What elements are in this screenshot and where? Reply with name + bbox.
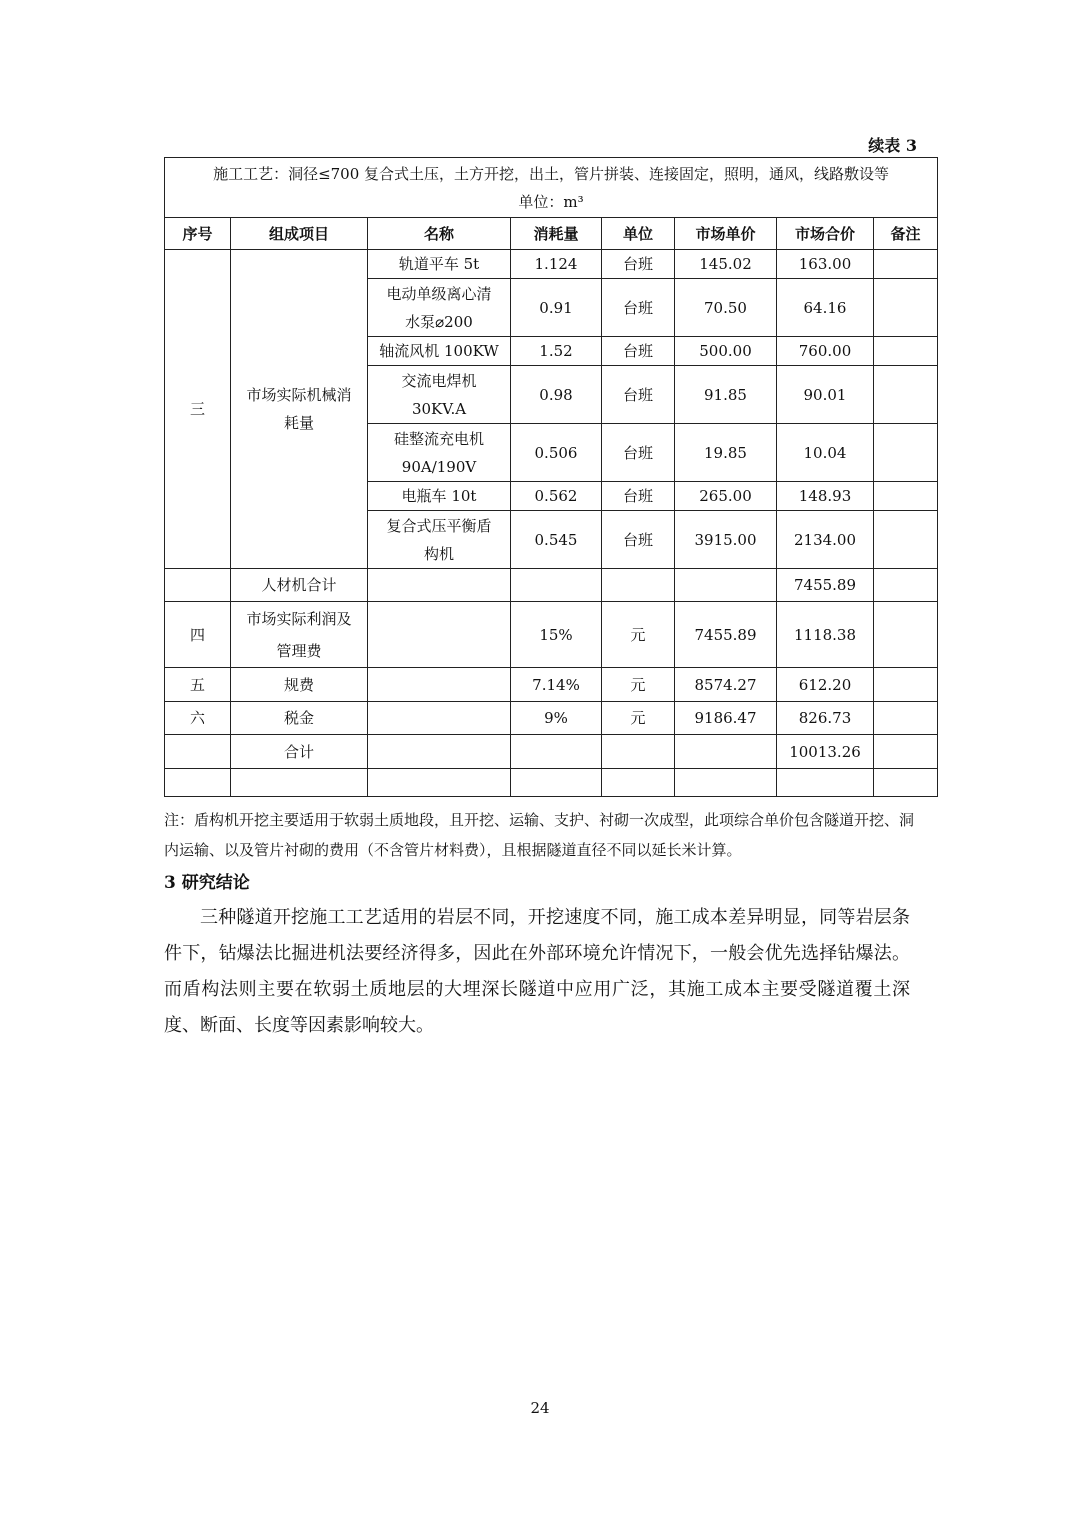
- table-caption: 续表 3: [868, 136, 917, 155]
- cell-price: [675, 569, 777, 602]
- cell-item: 税金: [231, 702, 368, 735]
- body-paragraph: 三种隧道开挖施工工艺适用的岩层不同，开挖速度不同，施工成本差异明显，同等岩层条件下，钻爆法比掘进机法要经济得多，因此在外部环境允许情况下，一般会优先选择钻爆法。而盾构法则主要在软弱土质地层的大埋深长隧道中应用广泛，其施工成本主要受隧道覆土深度、断面、长度等因素影响较大。: [164, 907, 910, 1036]
- cell-unit: [602, 569, 675, 602]
- cell-unit: 台班: [602, 279, 675, 337]
- cell-qty: [511, 569, 602, 602]
- cell-unit: [602, 735, 675, 769]
- empty-cell: [368, 769, 511, 797]
- cell-name: [368, 602, 511, 668]
- cell-remark: [874, 279, 938, 337]
- subtotal-row: [165, 569, 938, 602]
- cell-total: 826.73: [777, 702, 874, 735]
- cell-name: [368, 702, 511, 735]
- table-note: 注：盾构机开挖主要适用于软弱土质地段，且开挖、运输、支护、衬砌一次成型，此项综合单价包含隧道开挖、洞内运输、以及管片衬砌的费用（不含管片材料费），且根据隧道直径不同以延长米计算。: [164, 811, 915, 859]
- cell-total: 612.20: [777, 668, 874, 702]
- cell-remark: [874, 668, 938, 702]
- cell-qty: 0.98: [511, 366, 602, 424]
- cell-price: 8574.27: [675, 668, 777, 702]
- empty-cell: [231, 769, 368, 797]
- col-header: 备注: [874, 218, 938, 250]
- cell-name: 轨道平车 5t: [368, 250, 511, 279]
- cell-total: 10.04: [777, 424, 874, 482]
- cell-total: 10013.26: [777, 735, 874, 769]
- cell-price: 265.00: [675, 482, 777, 511]
- cell-remark: [874, 569, 938, 602]
- cell-qty: 1.124: [511, 250, 602, 279]
- cell-qty: 15%: [511, 602, 602, 668]
- cell-total: 148.93: [777, 482, 874, 511]
- cell-total: 64.16: [777, 279, 874, 337]
- cell-number: 六: [165, 702, 231, 735]
- unit-line: 单位：m³: [518, 192, 584, 211]
- table-row: [165, 250, 938, 279]
- empty-cell: [777, 769, 874, 797]
- cell-name: [368, 668, 511, 702]
- col-header: 组成项目: [231, 218, 368, 250]
- grand-total-row: [165, 735, 938, 769]
- col-header: 市场合价: [777, 218, 874, 250]
- cell-name: 复合式压平衡盾构机: [368, 511, 511, 569]
- cell-name: 轴流风机 100KW: [368, 337, 511, 366]
- cell-price: 91.85: [675, 366, 777, 424]
- cell-qty: 7.14%: [511, 668, 602, 702]
- group-number: 三: [165, 250, 231, 569]
- empty-cell: [874, 769, 938, 797]
- empty-cell: [602, 769, 675, 797]
- col-header: 单位: [602, 218, 675, 250]
- col-header: 市场单价: [675, 218, 777, 250]
- cell-item: 市场实际利润及管理费: [231, 602, 368, 668]
- cell-name: 硅整流充电机 90A/190V: [368, 424, 511, 482]
- cell-item: 人材机合计: [231, 569, 368, 602]
- fees-row: [165, 668, 938, 702]
- section-title: 3 研究结论: [164, 873, 250, 893]
- cell-remark: [874, 424, 938, 482]
- col-header: 消耗量: [511, 218, 602, 250]
- cell-unit: 元: [602, 602, 675, 668]
- cell-unit: 元: [602, 702, 675, 735]
- col-header: 序号: [165, 218, 231, 250]
- cell-unit: 台班: [602, 337, 675, 366]
- cell-total: 7455.89: [777, 569, 874, 602]
- cell-price: 145.02: [675, 250, 777, 279]
- cell-total: 1118.38: [777, 602, 874, 668]
- cell-price: 19.85: [675, 424, 777, 482]
- page-number: 24: [530, 1399, 550, 1417]
- cell-number: [165, 735, 231, 769]
- cell-qty: 0.562: [511, 482, 602, 511]
- col-header: 名称: [368, 218, 511, 250]
- cell-remark: [874, 735, 938, 769]
- cell-unit: 台班: [602, 366, 675, 424]
- cell-price: 3915.00: [675, 511, 777, 569]
- cell-price: [675, 735, 777, 769]
- cell-number: [165, 569, 231, 602]
- cell-qty: 1.52: [511, 337, 602, 366]
- process-description: 施工工艺：洞径≤700 复合式土压，土方开挖，出土，管片拼装、连接固定，照明，通风，线路敷设等: [213, 164, 890, 183]
- empty-cell: [165, 769, 231, 797]
- cell-name: [368, 735, 511, 769]
- cell-qty: 0.545: [511, 511, 602, 569]
- cell-remark: [874, 511, 938, 569]
- cell-name: [368, 569, 511, 602]
- cell-qty: 0.91: [511, 279, 602, 337]
- cell-item: 合计: [231, 735, 368, 769]
- cell-price: 70.50: [675, 279, 777, 337]
- cell-remark: [874, 602, 938, 668]
- cell-unit: 台班: [602, 482, 675, 511]
- table-header-cell: [165, 158, 938, 218]
- empty-cell: [511, 769, 602, 797]
- cell-name: 交流电焊机 30KV.A: [368, 366, 511, 424]
- cell-price: 9186.47: [675, 702, 777, 735]
- cell-qty: 9%: [511, 702, 602, 735]
- cell-number: 五: [165, 668, 231, 702]
- cell-total: 760.00: [777, 337, 874, 366]
- cell-unit: 台班: [602, 424, 675, 482]
- cell-total: 163.00: [777, 250, 874, 279]
- cell-remark: [874, 702, 938, 735]
- cell-number: 四: [165, 602, 231, 668]
- empty-row: [165, 769, 938, 797]
- cell-remark: [874, 366, 938, 424]
- cell-qty: [511, 735, 602, 769]
- cell-remark: [874, 337, 938, 366]
- cell-name: 电瓶车 10t: [368, 482, 511, 511]
- profit-row: [165, 602, 938, 668]
- cell-unit: 台班: [602, 250, 675, 279]
- cell-total: 90.01: [777, 366, 874, 424]
- cell-total: 2134.00: [777, 511, 874, 569]
- cell-unit: 台班: [602, 511, 675, 569]
- cost-table: [164, 157, 938, 797]
- group-item: [231, 250, 368, 569]
- cell-unit: 元: [602, 668, 675, 702]
- cell-price: 7455.89: [675, 602, 777, 668]
- cell-item: 规费: [231, 668, 368, 702]
- cell-name: 电动单级离心清水泵⌀200: [368, 279, 511, 337]
- cell-remark: [874, 482, 938, 511]
- empty-cell: [675, 769, 777, 797]
- tax-row: [165, 702, 938, 735]
- cell-price: 500.00: [675, 337, 777, 366]
- cell-qty: 0.506: [511, 424, 602, 482]
- cell-remark: [874, 250, 938, 279]
- group-item-label: 市场实际机械消耗量: [246, 386, 352, 432]
